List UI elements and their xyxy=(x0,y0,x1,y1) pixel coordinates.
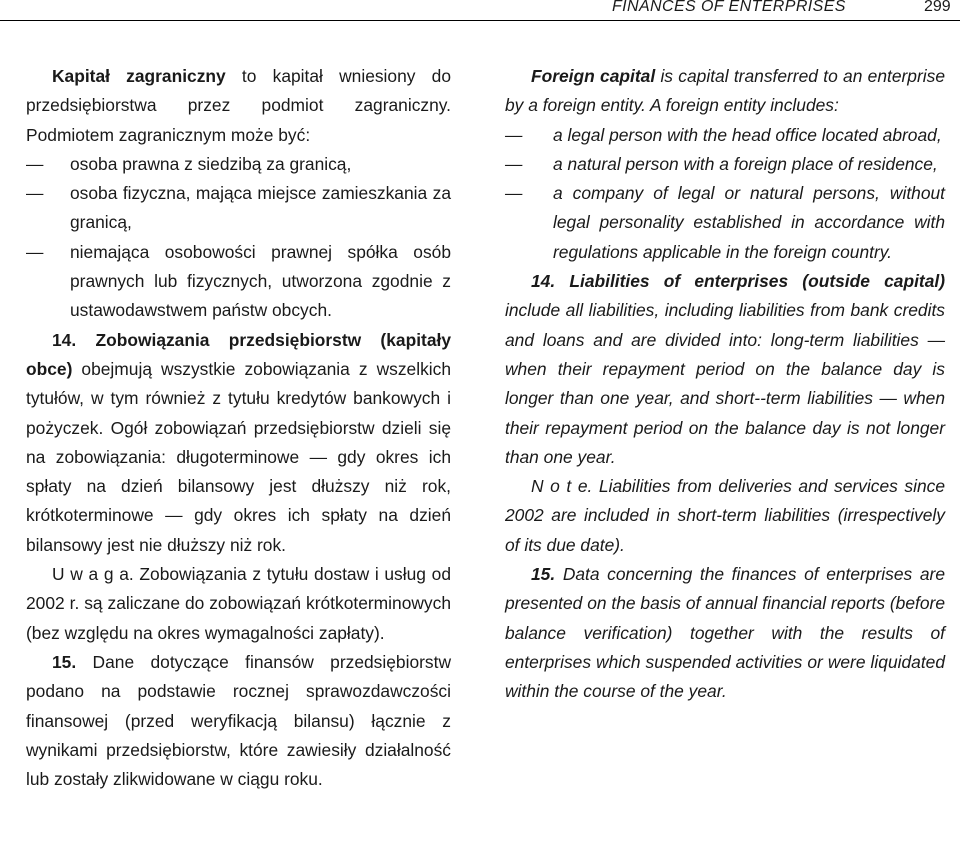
note-paragraph-pl xyxy=(26,560,451,648)
foreign-capital-paragraph-en xyxy=(505,62,945,121)
data-source-paragraph-en xyxy=(505,560,945,706)
polish-column xyxy=(26,62,451,794)
liabilities-paragraph-en xyxy=(505,267,945,472)
note-number: 14. xyxy=(531,271,556,292)
dash-bullet: — xyxy=(505,183,523,204)
list-item: — osoba fizyczna, mająca miejsce zamieszkania za granicą, xyxy=(26,179,451,238)
note-number: 15. xyxy=(531,564,556,585)
running-title: FINANCES OF ENTERPRISES xyxy=(612,0,846,15)
note-label: U w a g a. xyxy=(52,564,134,585)
data-source-paragraph-pl xyxy=(26,648,451,794)
list-item: — a legal person with the head office located abroad, xyxy=(505,121,945,150)
note-number: 15. xyxy=(52,651,77,672)
foreign-capital-paragraph-pl xyxy=(26,62,451,150)
english-column xyxy=(505,62,945,707)
list-item: — a company of legal or natural persons, without legal personality established in accordance with regulations applicable in the foreign country. xyxy=(505,179,945,267)
note-label: N o t e. xyxy=(531,476,593,497)
list-item: — a natural person with a foreign place of residence, xyxy=(505,150,945,179)
list-item: — osoba prawna z siedzibą za granicą, xyxy=(26,150,451,179)
page-number: 299 xyxy=(924,0,951,15)
paragraph-text: Zobowiązania z tytułu dostaw i usług od 2002 r. są zaliczane do zobowiązań krótkoterminowych (bez względu na okres wymagalności zapłaty). xyxy=(26,564,451,643)
term: Kapitał zagraniczny xyxy=(52,66,226,86)
paragraph-text: Dane dotyczące finansów przedsiębiorstw podano na podstawie rocznej sprawozdawczości finansowej (przed weryfikacją bilansu) łącznie z wynikami przedsiębiorstw, które zawiesiły działalność lub zostały zlikwidowane w ciągu roku. xyxy=(26,651,451,790)
foreign-entity-list-pl xyxy=(26,150,451,326)
foreign-entity-list-en xyxy=(505,121,945,267)
liabilities-paragraph-pl xyxy=(26,326,451,560)
paragraph-text: Data concerning the finances of enterprises are presented on the basis of annual financial reports (before balance verification) together with the results of enterprises which suspended activities or were liquidated within the course of the year. xyxy=(505,564,945,702)
paragraph-text: Liabilities from deliveries and services since 2002 are included in short-term liabilities (irrespectively of its due date). xyxy=(505,476,945,555)
dash-bullet: — xyxy=(26,183,44,204)
running-header xyxy=(0,0,960,21)
dash-bullet: — xyxy=(505,124,523,145)
note-number: 14. xyxy=(52,329,77,350)
note-paragraph-en xyxy=(505,472,945,560)
list-item: — niemająca osobowości prawnej spółka osób prawnych lub fizycznych, utworzona zgodnie z ustawodawstwem państw obcych. xyxy=(26,238,451,326)
term: Liabilities of enterprises (outside capital) xyxy=(555,271,945,292)
paragraph-text: include all liabilities, including liabilities from bank credits and loans and are divided into: long-term liabilities — when their repayment period on the balance day is longer than one year, and short--term liabilities — when their repayment period on the balance day is not longer than one year. xyxy=(505,300,945,467)
paragraph-text: to kapitał wniesiony do przedsiębiorstwa przez podmiot zagraniczny. Podmiotem zagranicznym może być: xyxy=(26,66,452,145)
dash-bullet: — xyxy=(26,241,44,262)
dash-bullet: — xyxy=(505,153,523,174)
dash-bullet: — xyxy=(26,153,44,174)
term: Foreign capital xyxy=(531,66,656,86)
term: Zobowiązania przedsiębiorstw (kapitały obce) xyxy=(26,329,451,379)
paragraph-text: is capital transferred to an enterprise by a foreign entity. A foreign entity includes: xyxy=(505,66,945,116)
paragraph-text: obejmują wszystkie zobowiązania z wszelkich tytułów, w tym również z tytułu kredytów bankowych i pożyczek. Ogół zobowiązań przedsiębiorstw dzieli się na zobowiązania: długoterminowe — gdy okres ich spłaty na dzień bilansowy jest dłuższy niż rok, krótkoterminowe — gdy okres ich spłaty na dzień bilansowy jest nie dłuższy niż rok. xyxy=(26,358,451,555)
